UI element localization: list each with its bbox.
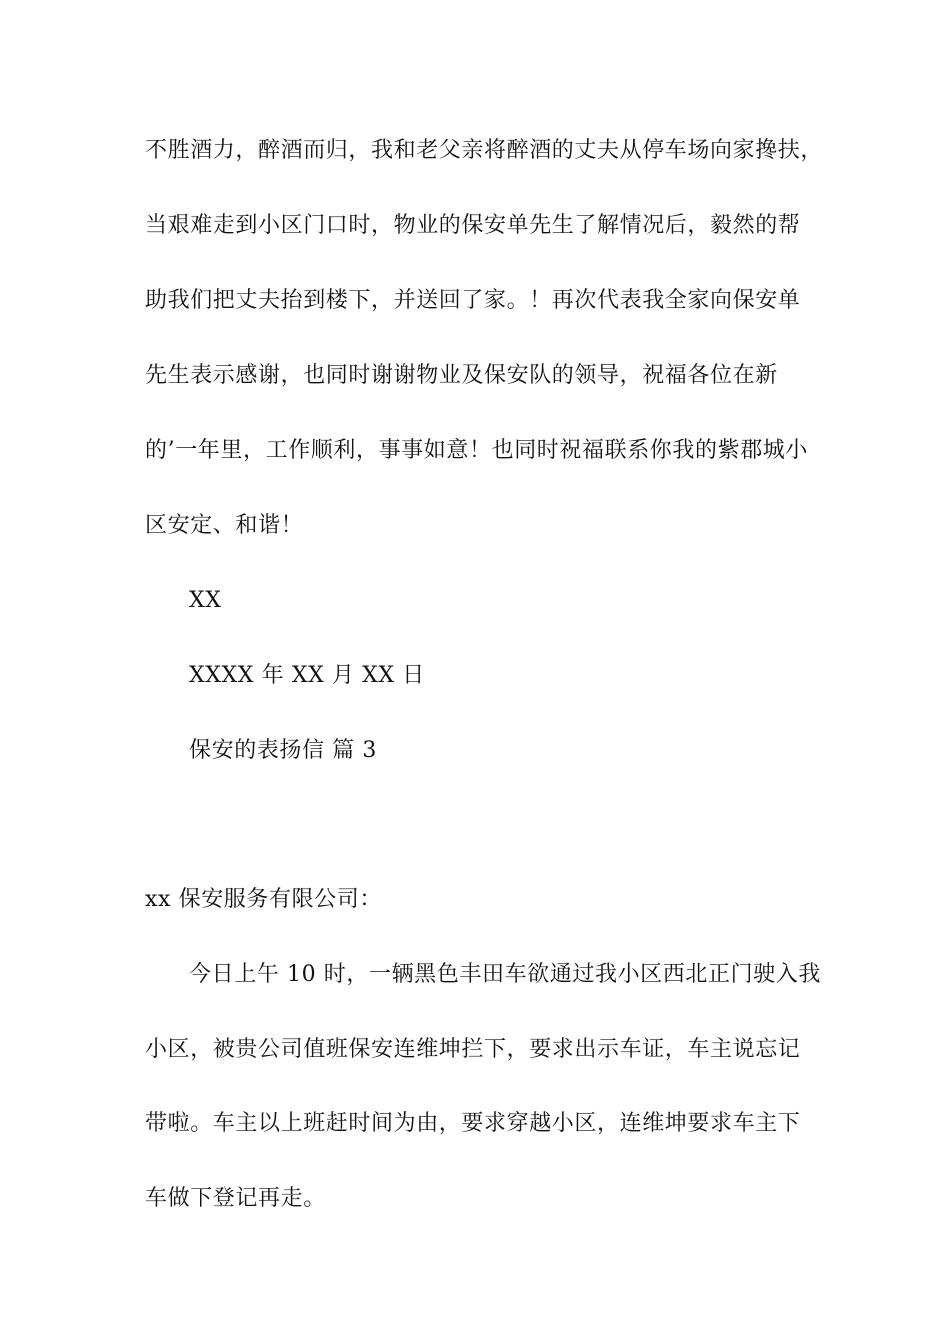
letter-date: XXXX 年 XX 月 XX 日 xyxy=(189,663,425,688)
signature: XX xyxy=(189,588,222,613)
body-line: 车做下登记再走。 xyxy=(145,1186,326,1211)
paragraph-line: 不胜酒力，醉酒而归，我和老父亲将醉酒的丈夫从停车场向家搀扶， xyxy=(145,138,824,163)
body-line: 带啦。车主以上班赶时间为由，要求穿越小区，连维坤要求车主下 xyxy=(145,1111,801,1136)
section-title: 保安的表扬信 篇 3 xyxy=(189,738,377,763)
salutation: xx 保安服务有限公司： xyxy=(145,887,383,912)
paragraph-line: 的’一年里，工作顺利，事事如意！也同时祝福联系你我的紫郡城小 xyxy=(145,438,808,463)
paragraph-line: 助我们把丈夫抬到楼下，并送回了家。！再次代表我全家向保安单 xyxy=(145,288,801,313)
paragraph-line: 当艰难走到小区门口时，物业的保安单先生了解情况后，毅然的帮 xyxy=(145,213,801,238)
paragraph-line: 区安定、和谐！ xyxy=(145,513,304,538)
body-line: 今日上午 10 时，一辆黑色丰田车欲通过我小区西北正门驶入我 xyxy=(189,962,821,987)
paragraph-line: 先生表示感谢，也同时谢谢物业及保安队的领导，祝福各位在新 xyxy=(145,363,778,388)
body-line: 小区，被贵公司值班保安连维坤拦下，要求出示车证，车主说忘记 xyxy=(145,1037,801,1062)
